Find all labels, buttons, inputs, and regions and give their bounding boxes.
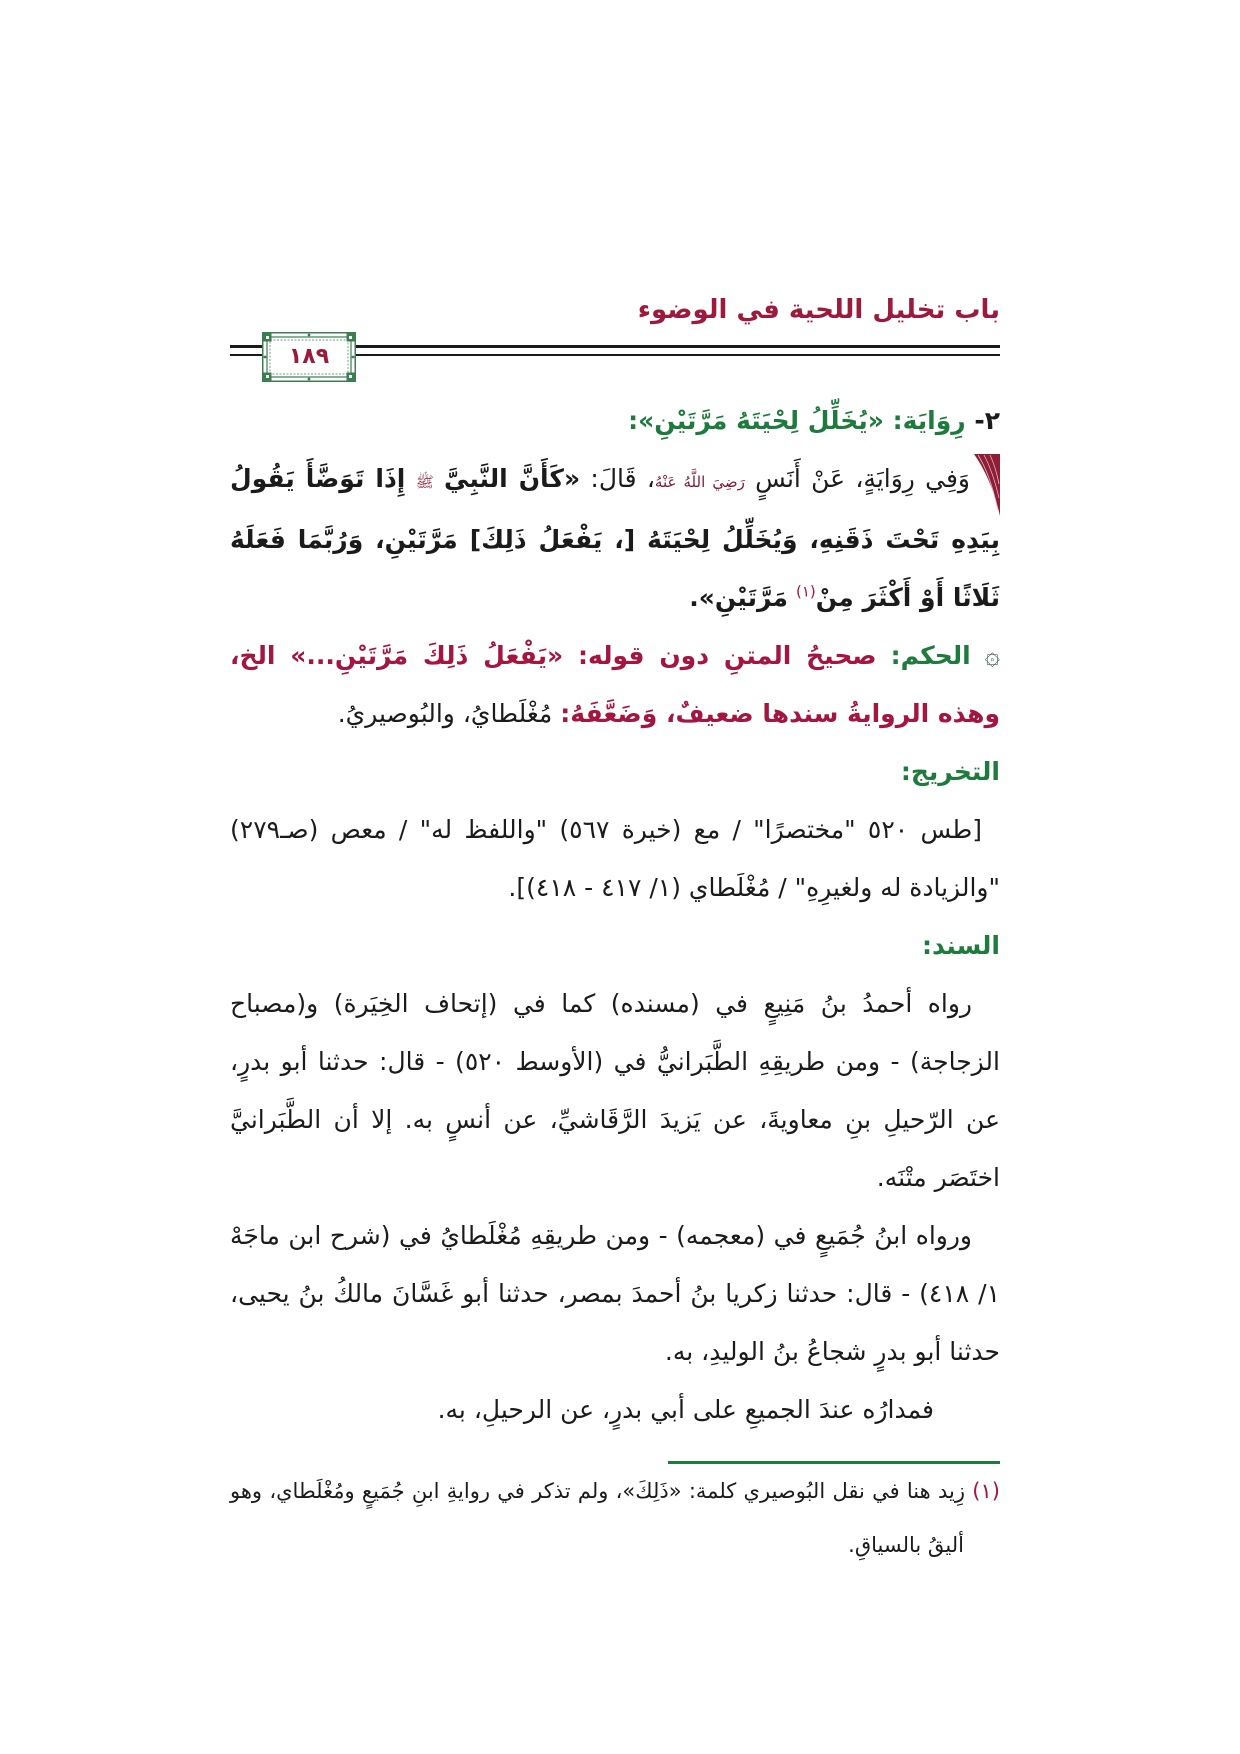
page-body <box>230 392 1000 1572</box>
footnote <box>230 1464 1000 1572</box>
ruling-critics: مُغْلَطايُ، والبُوصيريُ. <box>337 699 553 728</box>
hadith-text <box>230 450 1000 627</box>
section-quote: «يُخَلِّلُ لِحْيَتَهُ مَرَّتَيْنِ»: <box>628 406 884 435</box>
hadith-matn-end: مَرَّتَيْنِ». <box>689 583 789 612</box>
section-label: رِوَايَة: <box>892 406 966 435</box>
ruling-verdict: صحيحُ المتنِ دون قوله: «يَفْعَلُ ذَلِكَ مَرَّتَيْنِ...» الخ، وهذه الروايةُ سندها ضعيفٌ، وَضَعَّفَهُ: <box>230 641 1000 728</box>
ruling-label: الحكم: <box>890 641 971 670</box>
chapter-title: باب تخليل اللحية في الوضوء <box>637 295 1000 325</box>
isnad-paragraph: رواه أحمدُ بنُ مَنِيعٍ في (مسنده) كما في (إتحاف الخِيَرة) و(مصباح الزجاجة) - ومن طريقِهِ الطَّبَرانيُّ في (الأوسط ٥٢٠) - قال: حدثنا أبو بدرٍ، عن الرّحيلِ بنِ معاويةَ، عن يَزيدَ الرَّقَاشيِّ، عن أنسٍ به. إلا أن الطَّبَرانيَّ اختَصَر متْنَه. <box>230 989 1000 1192</box>
takhrij-text: [طس ٥٢٠ "مختصرًا" / مع (خيرة ٥٦٧) "واللفظ له" / معص (صـ٢٧٩) "والزيادة له ولغيرِهِ" / مُغْلَطاي (١/ ٤١٧ - ٤١٨)]. <box>230 815 1000 902</box>
section-heading <box>230 392 1000 450</box>
ruling <box>230 627 1000 743</box>
isnad-heading: السند: <box>921 931 1000 960</box>
isnad-paragraph: فمدارُه عندَ الجميعِ على أبي بدرٍ، عن الرحيلِ، به. <box>437 1395 934 1424</box>
page-number: ١٨٩ <box>288 344 330 369</box>
hadith-said: ، قَالَ: <box>590 464 655 493</box>
footnote-number: (١) <box>972 1479 1000 1503</box>
page-number-frame <box>262 332 356 382</box>
footnote-text: زِيد هنا في نقل البُوصيري كلمة: «ذَلِكَ»، ولم تذكر في روايةِ ابنِ جُمَيعٍ ومُغْلَطاي، وهو أليقُ بالسياقِ. <box>230 1479 966 1557</box>
hadith-matn-start: «كَأَنَّ النَّبِيَّ <box>444 464 581 493</box>
footnote-reference: (١) <box>796 582 816 601</box>
rub-el-hizb-icon: ۞ <box>984 641 1000 671</box>
companion-honorific: رَضِيَ اللَّهُ عَنْهُ <box>654 473 745 491</box>
isnad-paragraph: ورواه ابنُ جُمَيعٍ في (معجمه) - ومن طريقِهِ مُغْلَطايُ في (شرح ابن ماجَهْ ١/ ٤١٨) - قال: حدثنا زكريا بنُ أحمدَ بمصر، حدثنا أبو غَسَّانَ مالكُ بنُ يحيى، حدثنا أبو بدرٍ شجاعُ بنُ الوليدِ، به. <box>230 1221 1000 1366</box>
corner-ornament-icon <box>974 454 1000 516</box>
section-number: ٢- <box>974 406 1000 435</box>
prophet-honorific: ﷺ <box>415 473 434 491</box>
hadith-intro: وَفِي رِوَايَةٍ، عَنْ أَنَسٍ <box>755 464 970 493</box>
takhrij-heading: التخريج: <box>900 757 1000 786</box>
hadith-matn-body: إِذَا تَوَضَّأَ يَقُولُ بِيَدِهِ تَحْتَ ذَقَنِهِ، وَيُخَلِّلُ لِحْيَتَهُ [، يَفْعَلُ ذَلِكَ] مَرَّتَيْنِ، وَرُبَّمَا فَعَلَهُ ثَلَاثًا أَوْ أَكْثَرَ مِنْ <box>230 464 1000 612</box>
